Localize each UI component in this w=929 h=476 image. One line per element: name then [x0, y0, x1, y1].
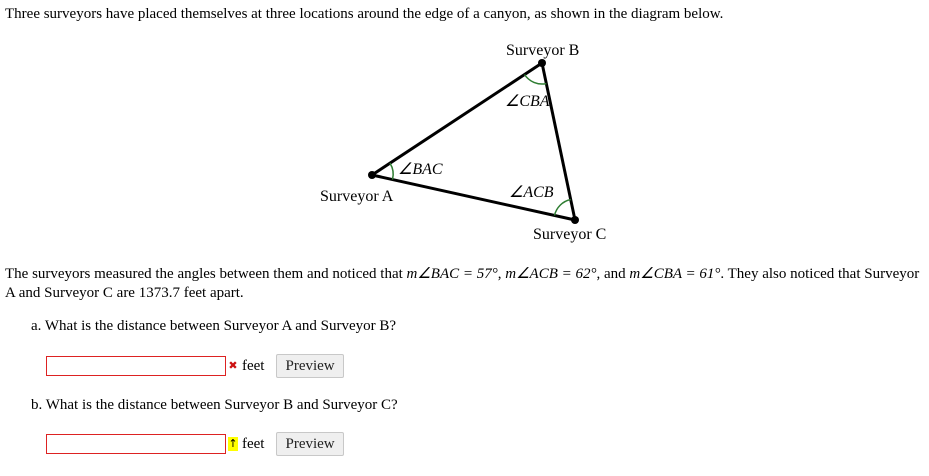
label-surveyor-b: Surveyor B: [506, 42, 580, 59]
para-text-1: The surveyors measured the angles between them and noticed that: [5, 266, 407, 282]
label-angle-bac: ∠BAC: [398, 161, 443, 178]
label-angle-acb: ∠ACB: [509, 184, 554, 201]
unit-label-a: feet: [242, 357, 265, 374]
answer-row-a: [46, 354, 344, 378]
problem-paragraph: [5, 265, 923, 303]
label-surveyor-a: Surveyor A: [320, 188, 394, 205]
point-a: [368, 171, 376, 179]
point-c: [571, 216, 579, 224]
arc-acb: [555, 200, 571, 216]
preview-button-b[interactable]: Preview: [276, 432, 343, 456]
para-sep-1: ,: [497, 266, 506, 282]
angle-bac-measure: m∠BAC = 57°: [406, 266, 498, 282]
intro-text: Three surveyors have placed themselves at three locations around the edge of a canyon, as shown in the diagram below.: [5, 6, 724, 22]
point-b: [538, 59, 546, 67]
para-text-2: . They also noticed that Surveyor A and Surveyor C are 1373.7 feet apart.: [5, 266, 920, 301]
answer-row-b: [46, 432, 344, 456]
question-a-text: a. What is the distance between Surveyor A and Surveyor B?: [31, 318, 397, 334]
angle-cba-measure: m∠CBA = 61°: [629, 266, 721, 282]
distance-ab-input[interactable]: [46, 356, 226, 376]
distance-bc-input[interactable]: [46, 434, 226, 454]
unit-label-b: feet: [242, 435, 265, 452]
side-ab: [372, 63, 542, 175]
preview-button-a[interactable]: Preview: [276, 354, 343, 378]
question-b-text: b. What is the distance between Surveyor B and Surveyor C?: [31, 397, 398, 413]
arc-bac: [390, 163, 393, 179]
arc-cba: [525, 75, 547, 85]
label-surveyor-c: Surveyor C: [533, 226, 607, 243]
warning-arrow-icon: ↑: [228, 437, 238, 450]
para-sep-2: , and: [596, 266, 630, 282]
incorrect-x-icon: ✖: [228, 359, 238, 372]
angle-acb-measure: m∠ACB = 62°: [505, 266, 597, 282]
label-angle-cba: ∠CBA: [505, 93, 550, 110]
